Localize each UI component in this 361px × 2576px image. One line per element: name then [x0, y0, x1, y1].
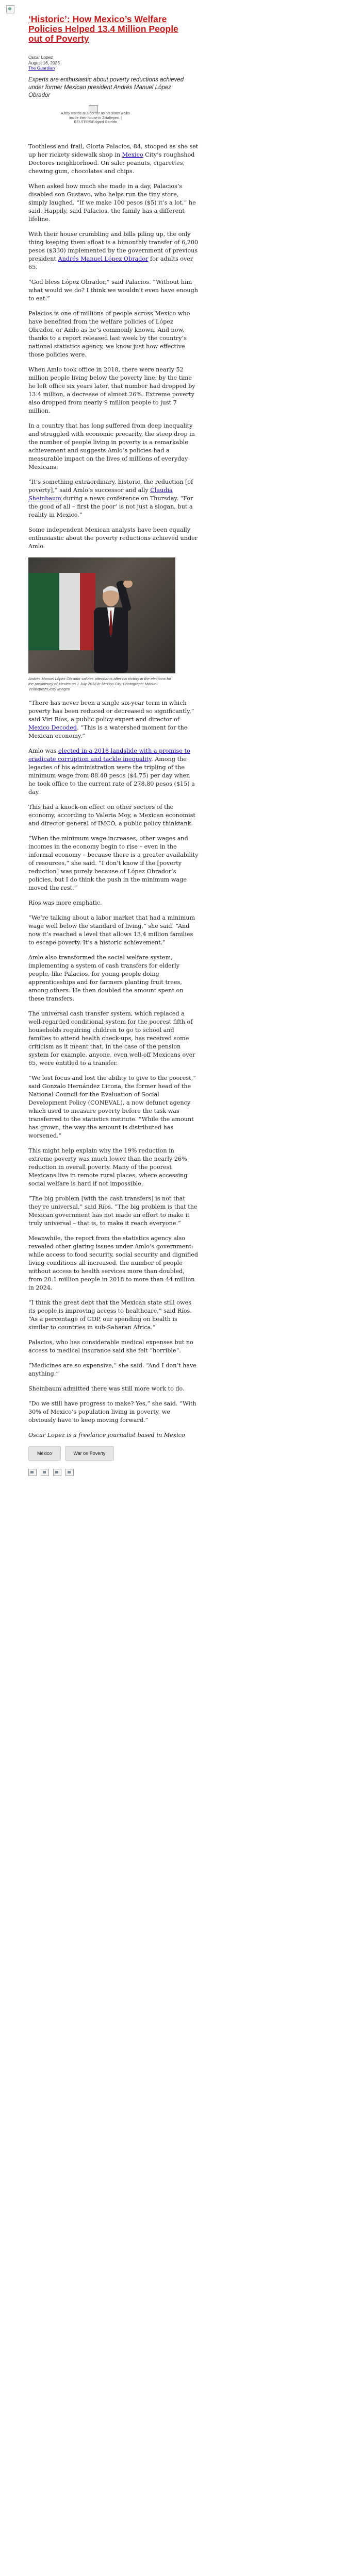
- share-icon[interactable]: [65, 1469, 74, 1476]
- article-title-link[interactable]: ‘Historic’: How Mexico’s Welfare Policies Helped 13.4 Million People out of Poverty: [28, 14, 178, 44]
- paragraph: Amlo was elected in a 2018 landslide with a promise to eradicate corruption and tackle inequality. Among the legacies of his administration were the tripling of the minimum wage from 88.40 pesos ($4.75) per day when he took office to the current rate of 278.80 pesos ($15) a day.: [28, 748, 195, 795]
- paragraph: “God bless López Obrador,” said Palacios. “Without him what would we do? I think we wouldn’t even have enough to eat.”: [28, 279, 198, 302]
- paragraph: “When the minimum wage increases, other wages and incomes in the economy begin to rise – even in the informal economy – because there is a greater availability of resources,” she said. “I don’t know if the [poverty reduction] was purely because of López Obrador’s policies, but I do think the push in the minimum wage moved the rest.”: [28, 835, 199, 891]
- date: August 16, 2025: [28, 60, 60, 65]
- tag-war-on-poverty[interactable]: War on Poverty: [65, 1446, 114, 1461]
- paragraph: “We lost focus and lost the ability to give to the poorest,” said Gonzalo Hernández Licona, the former head of the National Council for the Evaluation of Social Development Policy (CONEVAL), a now defunct agency which used to measure poverty before the task was transferred to the statistics institute. “While the amount has grown, the way the amount is distributed has worsened.”: [28, 1075, 196, 1139]
- paragraph: “Do we still have progress to make? Yes,” she said. “With 30% of Mexico’s population living in poverty, we obviously have to keep moving forward.”: [28, 1400, 196, 1423]
- paragraph: “There has never been a single six-year term in which poverty has been reduced or decreased so significantly,” said Viri Ríos, a public policy expert and director of Mexico Decoded. “This is a watershed moment for the Mexican economy.”: [28, 700, 194, 739]
- paragraph: “We’re talking about a labor market that had a minimum wage well below the standard of living,” she said. “And now it’s reached a level that allows 13.4 million families to escape poverty. It’s a historic achievement.”: [28, 914, 195, 946]
- inline-caption: Andrés Manuel López Obrador salutes attendants after his victory in the elections for the presidency of Mexico on 1 July 2018 in Mexico City. Photograph: Manuel Velasquez/Getty Images: [28, 676, 171, 691]
- inline-link[interactable]: Mexico Decoded: [28, 724, 77, 731]
- article-meta: [28, 55, 60, 71]
- share-icon[interactable]: [53, 1469, 61, 1476]
- paragraph: Meanwhile, the report from the statistics agency also revealed other glaring issues under Amlo’s government: while access to food security, social security and dignified living conditions all increased, the number of people without access to health services more than doubled, from 20.1 million people in 2018 to more than 44 million in 2024.: [28, 1235, 199, 1291]
- image-placeholder-icon: [6, 5, 14, 13]
- author: Oscar Lopez: [28, 55, 53, 60]
- paragraph: With their house crumbling and bills piling up, the only thing keeping them afloat is a bimonthly transfer of 6,200 pesos ($330) implemented by the government of previous president Andrés Manuel López Obrador for adults over 65.: [28, 231, 199, 270]
- article-body: [28, 143, 199, 1476]
- inline-photo: [28, 557, 175, 673]
- paragraph: Palacios, who has considerable medical expenses but no access to medical insurance said she felt “horrible”.: [28, 1339, 193, 1354]
- inline-link[interactable]: Claudia Sheinbaum: [28, 487, 173, 502]
- inline-link[interactable]: Mexico: [122, 151, 143, 158]
- paragraph: Toothless and frail, Gloria Palacios, 84, stooped as she set up her rickety sidewalk shop in Mexico City’s roughshod Doctores neighborhood. On sale: peanuts, cigarettes, chewing gum, chocolates and chips.: [28, 143, 199, 175]
- paragraph: “Medicines are so expensive,” she said. “And I don’t have anything.”: [28, 1362, 196, 1377]
- article-title[interactable]: [28, 14, 193, 44]
- paragraph: In a country that has long suffered from deep inequality and struggled with economic precarity, the steep drop in the number of people living in poverty is a remarkable achievement and suggests Amlo’s policies had a measurable impact on the lives of millions of everyday Mexicans.: [28, 422, 195, 470]
- hero-caption: A boy stands at a corner as his sister walks inside their house in Zitlaltepec. | REUTERS/Edgard Garrido: [61, 112, 130, 124]
- signoff: Oscar Lopez is a freelance journalist based in Mexico: [28, 1432, 185, 1438]
- person-illustration: [88, 581, 134, 673]
- paragraph: Amlo also transformed the social welfare system, implementing a system of cash transfers for elderly people, like Palacios, for young people doing apprenticeships and for farmers planting fruit trees, among others. He then doubled the amount spent on these transfers.: [28, 954, 184, 1002]
- tag-mexico[interactable]: Mexico: [28, 1446, 61, 1461]
- source-link[interactable]: The Guardian: [28, 65, 55, 71]
- paragraph: This had a knock-on effect on other sectors of the economy, according to Valeria Moy, a Mexican economist and director general of IMCO, a public policy thinktank.: [28, 804, 195, 827]
- share-icon[interactable]: [41, 1469, 49, 1476]
- standfirst: Experts are enthusiastic about poverty reductions achieved under former Mexican president Andrés Manuel López Obrador: [28, 77, 184, 98]
- paragraph: “The big problem [with the cash transfers] is not that they’re universal,” said Ríos. “The big problem is that the Mexican government has not made an effort to make it truly universal – that is, to make it reach everyone.”: [28, 1195, 198, 1227]
- paragraph: When Amlo took office in 2018, there were nearly 52 million people living below the poverty line: by the time he left office six years later, that number had dropped by 13.4 million, a decrease of almost 26%. Extreme poverty also dropped from nearly 9 million people to just 7 million.: [28, 366, 195, 414]
- paragraph: “It’s something extraordinary, historic, the reduction [of poverty],” said Amlo’s successor and ally Claudia Sheinbaum during a news conference on Thursday. “For the good of all – first the poor’ is not just a slogan, but a reality in Mexico.”: [28, 479, 193, 518]
- share-icon[interactable]: [28, 1469, 37, 1476]
- paragraph: Ríos was more emphatic.: [28, 900, 102, 906]
- paragraph: Some independent Mexican analysts have been equally enthusiastic about the poverty reductions achieved under Amlo.: [28, 527, 198, 550]
- paragraph: This might help explain why the 19% reduction in extreme poverty was much lower than the nearly 26% reduction in overall poverty. Many of the poorest Mexicans live in remote rural places, where accessing social welfare is hard if not impossible.: [28, 1147, 188, 1187]
- inline-link[interactable]: Andrés Manuel López Obrador: [58, 256, 149, 262]
- inline-link[interactable]: elected in a 2018 landslide with a promise to eradicate corruption and tackle inequality: [28, 748, 190, 762]
- paragraph: “I think the great debt that the Mexican state still owes its people is improving access to healthcare,” said Ríos. “As a percentage of GDP, our spending on health is similar to countries in sub-Saharan Africa.”: [28, 1299, 192, 1331]
- paragraph: The universal cash transfer system, which replaced a well-regarded conditional system for the poorest fifth of households requiring children to go to school and families to attend health check-ups, has received some criticism as it meant that, in the case of the pension system for example, anyone, even well-off Mexicans over 65, were entitled to a transfer.: [28, 1010, 195, 1066]
- tag-list: [28, 1446, 199, 1461]
- hero-image-icon: [89, 105, 98, 112]
- paragraph: Palacios is one of millions of people across Mexico who have benefited from the welfare policies of López Obrador, or Amlo as he’s commonly known. And now, thanks to a report released last week by the country’s national statistics agency, we know just how effective those policies were.: [28, 310, 190, 358]
- share-icons: [28, 1469, 199, 1476]
- paragraph: When asked how much she made in a day, Palacios’s disabled son Gustavo, who helps run the tiny store, simply laughed. “If we make 100 pesos ($5) it’s a lot,” he said. Happily, said Palacios, the family has a different lifeline.: [28, 183, 196, 223]
- paragraph: Sheinbaum admitted there was still more work to do.: [28, 1385, 185, 1392]
